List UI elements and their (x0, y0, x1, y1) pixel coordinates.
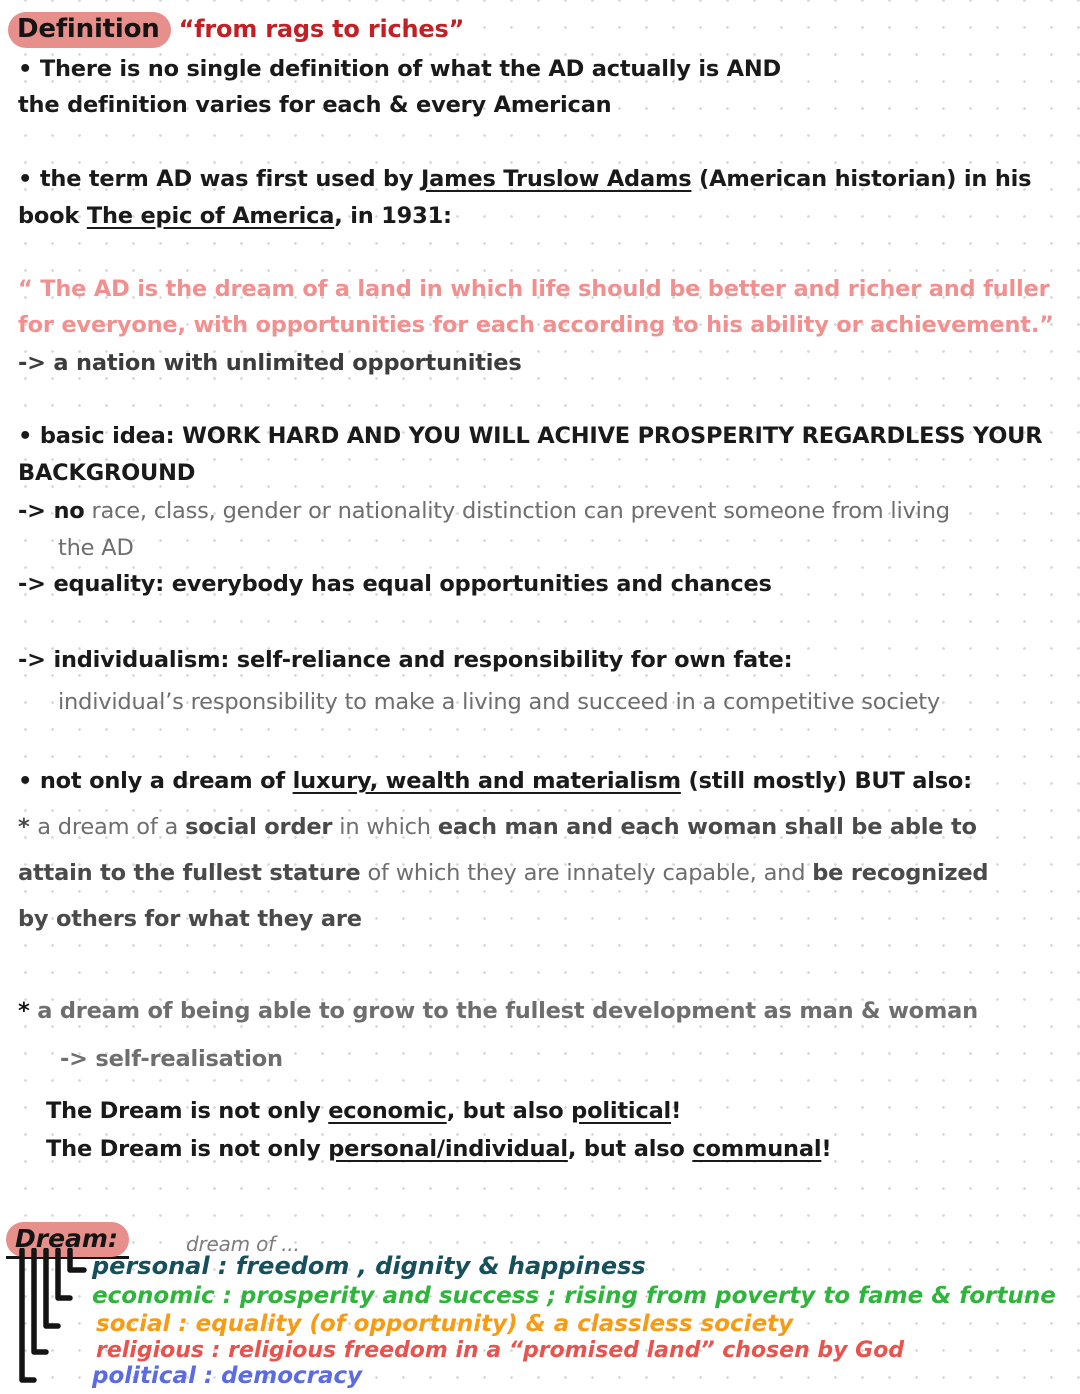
individualism-bold: individualism (53, 647, 221, 673)
dream-economic-political: The Dream is not only economic, but also political! (46, 1098, 682, 1124)
communal-underline: communal (692, 1136, 822, 1162)
quote-takeaway: -> a nation with unlimited opportunities (18, 350, 522, 376)
para-no-single-definition-line1: • There is no single definition of what the AD actually is AND (18, 56, 781, 82)
para-basic-idea-line2: BACKGROUND (18, 460, 196, 486)
title-tagline: “from rags to riches” (178, 15, 465, 43)
epic-of-america-underline: The epic of America (86, 203, 335, 229)
star-social-order-line2: attain to the fullest stature of which they are innately capable, and be recognized (18, 860, 989, 886)
equality-bold: equality: (53, 571, 165, 597)
james-truslow-adams-underline: James Truslow Adams (420, 166, 692, 192)
quote-line2: for everyone, with opportunities for each according to his ability or achievement.” (18, 312, 1054, 338)
dream-item-political: political : democracy (92, 1363, 363, 1389)
point-individualism-line1: -> individualism: self-reliance and responsibility for own fate: (18, 647, 793, 673)
dream-highlight: Dream: (6, 1222, 129, 1257)
star-social-order-line1: * a dream of a social order in which each man and each woman shall be able to (18, 814, 977, 840)
point-no-distinction-line1: -> no race, class, gender or nationality distinction can prevent someone from living (18, 498, 950, 524)
dream-bracket-lines (8, 1248, 90, 1390)
para-not-only-luxury: • not only a dream of luxury, wealth and materialism (still mostly) BUT also: (18, 768, 972, 794)
definition-highlight: Definition (8, 12, 171, 48)
dream-item-personal: personal : freedom , dignity & happiness (92, 1252, 646, 1280)
personal-individual-underline: personal/individual (328, 1136, 568, 1162)
economic-underline: economic (328, 1098, 447, 1124)
quote-line1: “ The AD is the dream of a land in which life should be better and richer and fuller (18, 276, 1050, 302)
point-individualism-line2: individual’s responsibility to make a living and succeed in a competitive society (58, 689, 940, 715)
point-no-distinction-line2: the AD (58, 535, 134, 561)
dream-item-economic: economic : prosperity and success ; rising from poverty to fame & fortune (92, 1283, 1056, 1309)
not-only-bold: not only (39, 768, 143, 794)
dream-item-social: social : equality (of opportunity) & a classless society (96, 1311, 794, 1337)
political-underline: political (571, 1098, 672, 1124)
self-realisation: -> self-realisation (60, 1046, 283, 1072)
para-no-single-definition-line2: the definition varies for each & every American (18, 92, 612, 118)
para-basic-idea-line1: • basic idea: WORK HARD AND YOU WILL ACHIVE PROSPERITY REGARDLESS YOUR (18, 423, 1043, 449)
point-equality: -> equality: everybody has equal opportunities and chances (18, 571, 772, 597)
luxury-wealth-underline: luxury, wealth and materialism (292, 768, 681, 794)
dream-personal-communal: The Dream is not only personal/individual, but also communal! (46, 1136, 832, 1162)
para-term-origin-line1: • the term AD was first used by James Truslow Adams (American historian) in his (18, 166, 1032, 192)
page-title (8, 14, 464, 44)
star-social-order-line3: by others for what they are (18, 906, 362, 932)
dream-item-religious: religious : religious freedom in a “promised land” chosen by God (96, 1338, 905, 1363)
para-term-origin-line2: book The epic of America, in 1931: (18, 203, 452, 229)
social-order-bold: social order (185, 814, 333, 840)
dream-of-note: dream of ... (186, 1232, 300, 1256)
star-fullest-development: * a dream of being able to grow to the fullest development as man & woman (18, 998, 978, 1024)
no-bold: no (53, 498, 85, 524)
